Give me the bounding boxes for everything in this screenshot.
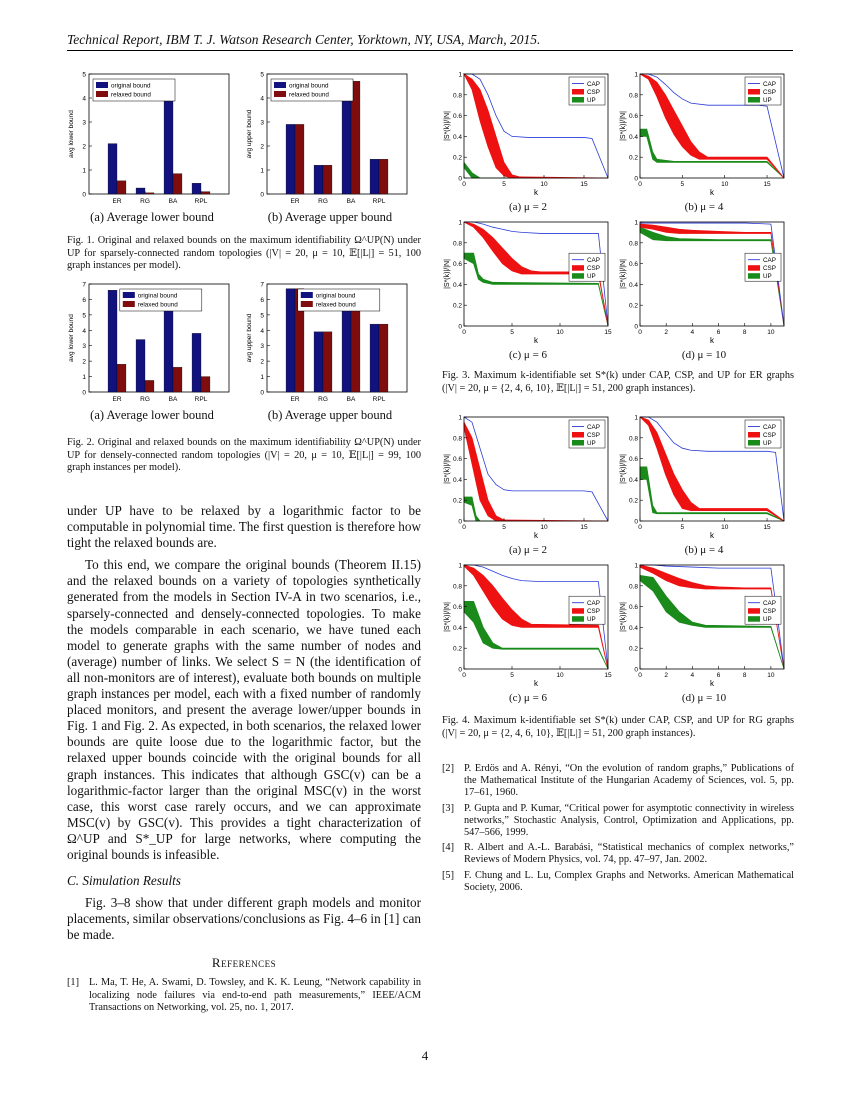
y-tick-label: 0.8 xyxy=(452,240,462,248)
y-tick-label: 0.8 xyxy=(628,583,638,591)
y-axis-label: avg upper bound xyxy=(246,109,253,159)
y-tick-label: 0 xyxy=(260,389,264,397)
bar-original-bound xyxy=(314,332,323,392)
fig2a-chart xyxy=(67,280,237,408)
bar-relaxed-bound xyxy=(145,193,154,194)
legend-label: CAP xyxy=(587,257,600,265)
x-tick-label: 10 xyxy=(721,524,729,531)
legend-swatch xyxy=(96,91,108,97)
fig3c-chart xyxy=(442,218,614,348)
y-tick-label: 0 xyxy=(634,323,638,331)
y-axis-label: |S*(k)|/|N| xyxy=(620,259,627,289)
legend-label: CSP xyxy=(587,608,600,616)
x-tick-label: BA xyxy=(346,198,356,205)
x-tick-label: BA xyxy=(168,198,178,205)
bar-relaxed-bound xyxy=(117,181,126,194)
x-tick-label: ER xyxy=(112,198,122,205)
ref-text: P. Erdös and A. Rényi, “On the evolution of random graphs,” Publications of the Mathematical Institute of the Hungarian Academy of Sciences, vol. 5, pp. 17–61, 1960. xyxy=(464,763,794,799)
fig2b-chart xyxy=(245,280,415,408)
legend-label: CSP xyxy=(763,608,776,616)
legend-swatch xyxy=(572,608,584,614)
y-tick-label: 1 xyxy=(458,219,462,227)
x-tick-label: BA xyxy=(346,396,356,403)
x-tick-label: 2 xyxy=(664,329,668,336)
x-tick-label: 5 xyxy=(510,672,514,679)
fig1a-chart xyxy=(67,70,237,210)
legend-label: UP xyxy=(587,616,596,624)
legend-swatch xyxy=(301,301,313,307)
x-tick-label: ER xyxy=(290,396,300,403)
legend-swatch xyxy=(748,616,760,622)
figure-4 xyxy=(442,413,794,713)
series-up xyxy=(464,162,608,178)
running-header: Technical Report, IBM T. J. Watson Research Center, Yorktown, NY, USA, March, 2015. xyxy=(67,32,541,47)
bar-original-bound xyxy=(136,188,145,194)
y-tick-label: 0.2 xyxy=(628,497,638,505)
fig2-caption: Fig. 2. Original and relaxed bounds on the maximum identifiability Ω^UP(N) under UP for densely-connected random topologies (|V| = 20, μ = 10, 𝔼[|L|] = 99, 100 graph instances per model). xyxy=(67,437,421,473)
figure-1 xyxy=(67,70,421,230)
bar-original-bound xyxy=(286,124,295,194)
y-tick-label: 2 xyxy=(82,143,86,151)
y-tick-label: 5 xyxy=(260,312,264,320)
reference-list xyxy=(442,763,794,894)
legend-label: CAP xyxy=(587,424,600,431)
y-tick-label: 1 xyxy=(634,71,638,79)
x-tick-label: 5 xyxy=(502,524,506,531)
ref-text: L. Ma, T. He, A. Swami, D. Towsley, and K. K. Leung, “Network capability in localizing node failures via end-to-end path measurements,” IEEE/ACM Transactions on Networking, vol. 25, no. 1, 2017. xyxy=(89,977,421,1013)
legend-label: relaxed bound xyxy=(137,301,178,309)
legend-label: original bound xyxy=(137,292,178,300)
legend-swatch xyxy=(123,292,135,298)
y-tick-label: 5 xyxy=(82,312,86,320)
x-tick-label: 10 xyxy=(540,181,548,188)
reference-5 xyxy=(442,870,794,894)
legend-label: UP xyxy=(587,440,596,447)
legend-swatch xyxy=(572,265,584,271)
fig3b-chart xyxy=(618,70,790,200)
y-tick-label: 1 xyxy=(82,167,86,175)
y-tick-label: 0.4 xyxy=(452,133,462,141)
y-tick-label: 7 xyxy=(260,281,264,289)
legend-label: original bound xyxy=(289,82,329,90)
x-tick-label: RPL xyxy=(194,396,208,403)
fig4c-subcaption: (c) μ = 6 xyxy=(508,692,548,704)
y-tick-label: 0 xyxy=(634,666,638,674)
y-axis-label: |S*(k)|/|N| xyxy=(444,602,451,632)
y-tick-label: 0.2 xyxy=(628,154,638,162)
legend-swatch xyxy=(572,273,584,279)
x-tick-label: 0 xyxy=(462,181,466,188)
legend-swatch xyxy=(572,97,584,103)
y-axis-label: |S*(k)|/|N| xyxy=(620,602,627,632)
x-tick-label: 15 xyxy=(580,524,588,531)
bar-original-bound xyxy=(286,289,295,392)
x-tick-label: 0 xyxy=(638,329,642,336)
x-axis-label: k xyxy=(710,679,714,688)
bar-relaxed-bound xyxy=(201,192,210,194)
x-tick-label: RPL xyxy=(372,396,386,403)
ref-text: F. Chung and L. Lu, Complex Graphs and Networks. American Mathematical Society, 2006. xyxy=(464,869,794,893)
y-axis-label: |S*(k)|/|N| xyxy=(444,111,451,141)
x-tick-label: RG xyxy=(318,396,328,403)
fig4-caption: Fig. 4. Maximum k-identifiable set S*(k) under CAP, CSP, and UP for RG graphs (|V| = 20, μ = {2, 4, 6, 10}, 𝔼[|L|] = 51, 200 graph instances). xyxy=(442,715,794,739)
x-tick-label: RPL xyxy=(194,198,208,205)
y-tick-label: 1 xyxy=(634,414,638,422)
y-tick-label: 3 xyxy=(82,343,86,351)
legend-label: CSP xyxy=(763,265,776,273)
ref-number: [5] xyxy=(442,869,455,881)
y-tick-label: 1 xyxy=(82,374,86,382)
fig3-caption: Fig. 3. Maximum k-identifiable set S*(k) under CAP, CSP, and UP for ER graphs (|V| = 20, μ = {2, 4, 6, 10}, 𝔼[|L|] = 51, 200 graph instances). xyxy=(442,370,794,394)
x-tick-label: 15 xyxy=(604,329,612,336)
y-tick-label: 0.2 xyxy=(628,302,638,310)
x-tick-label: 6 xyxy=(716,672,721,679)
bar-original-bound xyxy=(192,183,201,194)
legend-label: UP xyxy=(763,616,772,624)
x-tick-label: 10 xyxy=(540,524,548,531)
section-c-title: C. Simulation Results xyxy=(67,873,181,889)
page-number: 4 xyxy=(421,1048,429,1063)
legend-label: relaxed bound xyxy=(111,91,151,99)
fig2a-subcaption: (a) Average lower bound xyxy=(90,408,214,422)
y-tick-label: 4 xyxy=(82,327,86,335)
series-up xyxy=(640,129,784,178)
y-tick-label: 0.2 xyxy=(452,497,462,505)
x-tick-label: 0 xyxy=(462,329,466,336)
y-tick-label: 1 xyxy=(260,167,264,175)
series-up xyxy=(640,467,784,521)
y-tick-label: 4 xyxy=(82,95,86,103)
x-tick-label: 15 xyxy=(763,524,771,531)
legend-label: CAP xyxy=(763,424,776,431)
y-tick-label: 0 xyxy=(82,389,86,397)
x-axis-label: k xyxy=(710,336,714,345)
y-tick-label: 4 xyxy=(260,95,264,103)
ref-number: [4] xyxy=(442,842,455,854)
legend-swatch xyxy=(274,91,286,97)
y-axis-label: avg lower bound xyxy=(68,314,75,362)
fig3b-subcaption: (b) μ = 4 xyxy=(684,201,724,213)
y-tick-label: 3 xyxy=(82,119,86,127)
reference-1 xyxy=(67,977,421,1014)
bar-original-bound xyxy=(164,93,173,194)
bar-relaxed-bound xyxy=(379,159,388,194)
x-tick-label: 8 xyxy=(742,672,747,679)
figure-2 xyxy=(67,280,421,440)
x-tick-label: 0 xyxy=(638,181,642,188)
y-tick-label: 0 xyxy=(634,175,638,183)
legend-swatch xyxy=(572,432,584,438)
x-tick-label: 0 xyxy=(638,672,642,679)
header-rule xyxy=(67,50,793,51)
y-tick-label: 0.4 xyxy=(452,281,462,289)
legend-label: original bound xyxy=(111,82,151,90)
y-tick-label: 0.2 xyxy=(452,645,462,653)
fig1b-subcaption: (b) Average upper bound xyxy=(267,210,393,224)
references-title: References xyxy=(211,955,277,971)
x-tick-label: 10 xyxy=(721,181,729,188)
fig4a-subcaption: (a) μ = 2 xyxy=(508,544,548,556)
x-tick-label: 10 xyxy=(767,329,775,336)
y-tick-label: 2 xyxy=(260,358,264,366)
bar-original-bound xyxy=(192,333,201,392)
y-tick-label: 0.4 xyxy=(628,281,638,289)
paragraph-1: under UP have to be relaxed by a logarithmic factor to be computable in polynomial time. The first question is therefore how tight the relaxed bounds are. xyxy=(67,503,421,551)
reference-2 xyxy=(442,763,794,800)
legend-swatch xyxy=(96,82,108,88)
fig3a-subcaption: (a) μ = 2 xyxy=(508,201,548,213)
legend-label: original bound xyxy=(315,292,356,300)
x-tick-label: ER xyxy=(290,198,300,205)
y-tick-label: 1 xyxy=(634,562,638,570)
legend-swatch xyxy=(748,97,760,103)
bar-relaxed-bound xyxy=(201,377,210,392)
y-tick-label: 0.4 xyxy=(452,624,462,632)
legend-swatch xyxy=(572,616,584,622)
x-tick-label: ER xyxy=(112,396,122,403)
y-tick-label: 0 xyxy=(458,175,462,183)
y-tick-label: 3 xyxy=(260,119,264,127)
legend-label: UP xyxy=(763,440,772,447)
bar-relaxed-bound xyxy=(323,332,332,392)
fig2b-subcaption: (b) Average upper bound xyxy=(267,408,393,422)
y-tick-label: 0.6 xyxy=(452,261,462,269)
x-tick-label: 0 xyxy=(462,672,466,679)
fig1-caption: Fig. 1. Original and relaxed bounds on the maximum identifiability Ω^UP(N) under UP for sparsely-connected random topologies (|V| = 20, μ = 10, 𝔼[|L|] = 51, 100 graph instances per model). xyxy=(67,235,421,271)
y-tick-label: 4 xyxy=(260,327,264,335)
x-tick-label: 8 xyxy=(742,329,747,336)
y-tick-label: 5 xyxy=(82,71,86,79)
x-tick-label: RPL xyxy=(372,198,386,205)
y-tick-label: 6 xyxy=(260,296,264,304)
x-tick-label: RG xyxy=(140,396,150,403)
y-tick-label: 0.6 xyxy=(452,113,462,121)
y-axis-label: avg lower bound xyxy=(68,110,75,158)
y-tick-label: 0 xyxy=(634,518,638,526)
fig4d-chart xyxy=(618,561,790,691)
y-tick-label: 1 xyxy=(458,71,462,79)
x-tick-label: 10 xyxy=(767,672,775,679)
legend-swatch xyxy=(748,273,760,279)
y-tick-label: 0.8 xyxy=(452,92,462,100)
x-tick-label: 0 xyxy=(462,524,466,531)
paragraph-3: Fig. 3–8 show that under different graph models and monitor placements, similar observations/conclusions as Fig. 4–6 in [1] can be made. xyxy=(67,895,421,943)
legend-label: CSP xyxy=(587,432,600,439)
fig3a-chart xyxy=(442,70,614,200)
x-tick-label: 15 xyxy=(763,181,771,188)
y-tick-label: 0.4 xyxy=(628,133,638,141)
x-tick-label: RG xyxy=(140,198,150,205)
legend-label: CAP xyxy=(763,257,776,265)
x-tick-label: 4 xyxy=(690,672,695,679)
bar-relaxed-bound xyxy=(323,165,332,194)
y-tick-label: 0.6 xyxy=(628,113,638,121)
y-tick-label: 0 xyxy=(458,666,462,674)
bar-relaxed-bound xyxy=(173,174,182,194)
legend-swatch xyxy=(748,608,760,614)
x-tick-label: BA xyxy=(168,396,178,403)
x-axis-label: k xyxy=(710,188,714,197)
ref-number: [2] xyxy=(442,763,455,774)
y-tick-label: 6 xyxy=(82,296,86,304)
legend-label: UP xyxy=(763,97,772,104)
y-axis-label: |S*(k)|/|N| xyxy=(444,454,451,484)
y-tick-label: 1 xyxy=(458,414,462,422)
bar-original-bound xyxy=(108,290,117,392)
y-tick-label: 0.8 xyxy=(628,92,638,100)
y-tick-label: 0 xyxy=(458,323,462,331)
x-tick-label: 5 xyxy=(502,181,506,188)
legend-swatch xyxy=(572,89,584,95)
x-tick-label: 5 xyxy=(510,329,514,336)
legend-label: CSP xyxy=(587,265,600,273)
x-axis-label: k xyxy=(534,188,538,197)
bar-original-bound xyxy=(370,159,379,194)
x-tick-label: 10 xyxy=(556,329,564,336)
legend-label: CSP xyxy=(763,89,776,96)
ref-text: R. Albert and A.-L. Barabási, “Statistical mechanics of complex networks,” Reviews of Modern Physics, vol. 74, pp. 47–97, Jan. 2002. xyxy=(464,842,794,866)
y-tick-label: 1 xyxy=(260,374,264,382)
bar-relaxed-bound xyxy=(295,124,304,194)
legend-label: CAP xyxy=(587,81,600,88)
legend-swatch xyxy=(748,89,760,95)
bar-relaxed-bound xyxy=(117,364,126,392)
x-tick-label: 5 xyxy=(680,181,685,188)
y-tick-label: 0.4 xyxy=(452,476,462,484)
x-tick-label: 6 xyxy=(716,329,721,336)
reference-3 xyxy=(442,803,794,840)
body-text xyxy=(67,503,421,1014)
x-axis-label: k xyxy=(534,531,538,540)
y-tick-label: 0 xyxy=(82,191,86,199)
legend-label: relaxed bound xyxy=(289,91,329,99)
legend-label: UP xyxy=(587,273,596,281)
ref-number: [3] xyxy=(442,802,455,814)
legend-swatch xyxy=(123,301,135,307)
x-tick-label: 15 xyxy=(580,181,588,188)
paragraph-2: To this end, we compare the original bounds (Theorem II.15) and the relaxed bounds on a variety of topologies synthetically generated from the models in Section IV-A in two scenarios, i.e., sparsely-connected and densely-connected topologies. To make the models comparable in each scenario, we have tuned each model to generate graphs with the same number of nodes and (average) number of links. We select S = N (the identification of all non-monitors are of interest), evaluate both bounds on multiple graph instances per model, each with a fixed number of randomly placed monitors, and present the average lower/upper bounds in Fig. 1 and Fig. 2. As expected, in both scenarios, the relaxed lower bounds are quite loose due to the logarithmic factor, but the relaxed upper bounds coincide with the original bounds for all graph instances. This indicates that although GSC(v) can be a logarithmic-factor larger than the original MSC(v) in the worst case, this worst case rarely occurs, and we can approximate MSC(v) by GSC(v). This provides a tight characterization of Ω^UP and S*_UP for large networks, where computing the original bounds is infeasible. xyxy=(67,557,421,862)
legend-label: CAP xyxy=(587,600,600,608)
y-tick-label: 1 xyxy=(458,562,462,570)
y-axis-label: avg upper bound xyxy=(246,313,253,363)
legend-swatch xyxy=(748,440,760,446)
bar-original-bound xyxy=(136,340,145,392)
ref-number: [1] xyxy=(67,977,80,989)
y-tick-label: 0.4 xyxy=(628,624,638,632)
y-tick-label: 0.8 xyxy=(628,240,638,248)
x-tick-label: 2 xyxy=(664,672,668,679)
x-tick-label: RG xyxy=(318,198,328,205)
y-tick-label: 3 xyxy=(260,343,264,351)
legend-swatch xyxy=(572,440,584,446)
bar-original-bound xyxy=(314,165,323,194)
legend-label: CSP xyxy=(587,89,600,96)
fig3c-subcaption: (c) μ = 6 xyxy=(508,349,548,361)
y-tick-label: 0 xyxy=(260,191,264,199)
legend-swatch xyxy=(301,292,313,298)
x-tick-label: 15 xyxy=(604,672,612,679)
fig4d-subcaption: (d) μ = 10 xyxy=(681,692,727,704)
legend-label: CAP xyxy=(763,81,776,88)
y-tick-label: 0.8 xyxy=(452,435,462,443)
legend-label: relaxed bound xyxy=(315,301,356,309)
y-tick-label: 0.8 xyxy=(628,435,638,443)
x-axis-label: k xyxy=(534,336,538,345)
fig4c-chart xyxy=(442,561,614,691)
fig3d-subcaption: (d) μ = 10 xyxy=(681,349,727,361)
y-tick-label: 0.2 xyxy=(452,154,462,162)
y-tick-label: 7 xyxy=(82,281,86,289)
y-tick-label: 0.2 xyxy=(452,302,462,310)
legend-swatch xyxy=(748,432,760,438)
legend-label: CAP xyxy=(763,600,776,608)
bar-original-bound xyxy=(370,324,379,392)
x-tick-label: 0 xyxy=(638,524,642,531)
figure-3 xyxy=(442,70,794,370)
legend-swatch xyxy=(274,82,286,88)
bar-relaxed-bound xyxy=(145,380,154,392)
y-tick-label: 0.6 xyxy=(628,261,638,269)
ref-text: P. Gupta and P. Kumar, “Critical power for asymptotic connectivity in wireless networks,” Stochastic Analysis, Control, Optimization and Applications, pp. 547–566, 1999. xyxy=(464,802,794,839)
bar-original-bound xyxy=(108,144,117,194)
y-axis-label: |S*(k)|/|N| xyxy=(620,454,627,484)
x-axis-label: k xyxy=(534,679,538,688)
y-axis-label: |S*(k)|/|N| xyxy=(444,259,451,289)
y-tick-label: 2 xyxy=(82,358,86,366)
y-tick-label: 1 xyxy=(634,219,638,227)
y-tick-label: 2 xyxy=(260,143,264,151)
y-tick-label: 0.2 xyxy=(628,645,638,653)
fig4a-chart xyxy=(442,413,614,543)
x-tick-label: 10 xyxy=(556,672,564,679)
y-tick-label: 0.6 xyxy=(628,604,638,612)
y-tick-label: 0.4 xyxy=(628,476,638,484)
legend-label: UP xyxy=(763,273,772,281)
bar-relaxed-bound xyxy=(173,367,182,392)
legend-label: CSP xyxy=(763,432,776,439)
fig1a-subcaption: (a) Average lower bound xyxy=(90,210,214,224)
x-tick-label: 4 xyxy=(690,329,695,336)
legend-swatch xyxy=(748,265,760,271)
fig1b-chart xyxy=(245,70,415,210)
x-axis-label: k xyxy=(710,531,714,540)
fig4b-subcaption: (b) μ = 4 xyxy=(684,544,724,556)
legend-label: UP xyxy=(587,97,596,104)
y-axis-label: |S*(k)|/|N| xyxy=(620,111,627,141)
y-tick-label: 5 xyxy=(260,71,264,79)
reference-4 xyxy=(442,842,794,866)
y-tick-label: 0.6 xyxy=(452,604,462,612)
y-tick-label: 0.6 xyxy=(628,456,638,464)
bar-relaxed-bound xyxy=(379,324,388,392)
y-tick-label: 0 xyxy=(458,518,462,526)
fig3d-chart xyxy=(618,218,790,348)
fig4b-chart xyxy=(618,413,790,543)
x-tick-label: 5 xyxy=(680,524,685,531)
y-tick-label: 0.6 xyxy=(452,456,462,464)
y-tick-label: 0.8 xyxy=(452,583,462,591)
